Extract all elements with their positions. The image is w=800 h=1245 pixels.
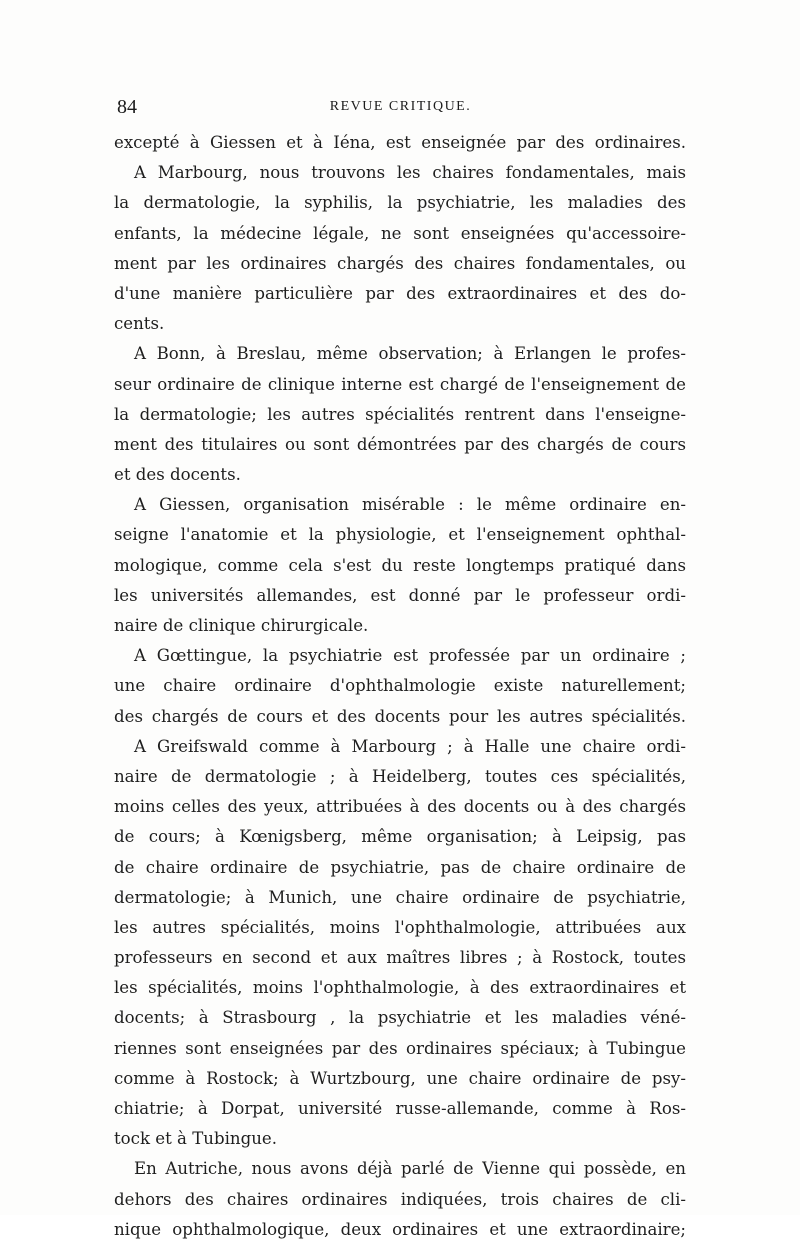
text-line: cents. [114, 314, 165, 334]
text-line: A Greifswald comme à Marbourg ; à Halle une chaire ordi- [134, 736, 686, 756]
text-line: En Autriche, nous avons déjà parlé de Vienne qui possède, en [134, 1159, 686, 1179]
text-line: ment des titulaires ou sont démontrées par des chargés de cours [114, 434, 686, 454]
running-title: REVUE CRITIQUE. [329, 99, 472, 114]
text-line: les spécialités, moins l'ophthalmologie, à des extraordinaires et [114, 978, 686, 998]
text-line: ment par les ordinaires chargés des chaires fondamentales, ou [114, 253, 686, 273]
text-line: enfants, la médecine légale, ne sont enseignées qu'accessoire- [114, 223, 686, 243]
text-line: d'une manière particulière par des extraordinaires et des do- [114, 283, 686, 303]
text-line: moins celles des yeux, attribuées à des docents ou à des chargés [114, 797, 686, 817]
text-line: A Giessen, organisation misérable : le même ordinaire en- [134, 495, 686, 515]
text-line: A Gœttingue, la psychiatrie est professée par un ordinaire ; [134, 646, 686, 666]
page-number: 84 [117, 96, 137, 118]
text-line: A Marbourg, nous trouvons les chaires fondamentales, mais [134, 163, 686, 183]
text-line: mologique, comme cela s'est du reste longtemps pratiqué dans [114, 555, 686, 575]
body-text [114, 128, 686, 1245]
text-line: A Bonn, à Breslau, même observation; à Erlangen le profes- [134, 344, 686, 364]
text-line: de cours; à Kœnigsberg, même organisation; à Leipsig, pas [114, 827, 686, 847]
text-line: la dermatologie; les autres spécialités rentrent dans l'enseigne- [114, 404, 686, 424]
text-line: de chaire ordinaire de psychiatrie, pas de chaire ordinaire de [114, 857, 686, 877]
text-line: nique ophthalmologique, deux ordinaires et une extraordinaire; [114, 1219, 686, 1239]
text-line: seur ordinaire de clinique interne est chargé de l'enseignement de [114, 374, 686, 394]
text-line: des chargés de cours et des docents pour les autres spécialités. [114, 706, 686, 726]
text-line: professeurs en second et aux maîtres libres ; à Rostock, toutes [114, 948, 686, 968]
text-line: et des docents. [114, 465, 241, 485]
text-line: dehors des chaires ordinaires indiquées, trois chaires de cli- [114, 1189, 686, 1209]
text-line: riennes sont enseignées par des ordinaires spéciaux; à Tubingue [114, 1038, 686, 1058]
text-line: une chaire ordinaire d'ophthalmologie existe naturellement; [114, 676, 686, 696]
text-line: la dermatologie, la syphilis, la psychiatrie, les maladies des [114, 193, 686, 213]
text-line: naire de clinique chirurgicale. [114, 616, 369, 635]
text-line: comme à Rostock; à Wurtzbourg, une chaire ordinaire de psy- [114, 1068, 686, 1088]
text-line: dermatologie; à Munich, une chaire ordinaire de psychiatrie, [114, 887, 686, 907]
text-line: naire de dermatologie ; à Heidelberg, toutes ces spécialités, [114, 766, 686, 786]
text-line: les autres spécialités, moins l'ophthalmologie, attribuées aux [114, 917, 686, 937]
text-line: docents; à Strasbourg , la psychiatrie et les maladies véné- [114, 1008, 686, 1028]
page-header [117, 96, 684, 126]
text-line: chiatrie; à Dorpat, université russe-allemande, comme à Ros- [114, 1099, 686, 1118]
text-line: excepté à Giessen et à Iéna, est enseignée par des ordinaires. [114, 133, 686, 152]
text-line: seigne l'anatomie et la physiologie, et l'enseignement ophthal- [114, 525, 686, 545]
text-line: les universités allemandes, est donné par le professeur ordi- [114, 585, 686, 605]
text-line: tock et à Tubingue. [114, 1129, 277, 1149]
